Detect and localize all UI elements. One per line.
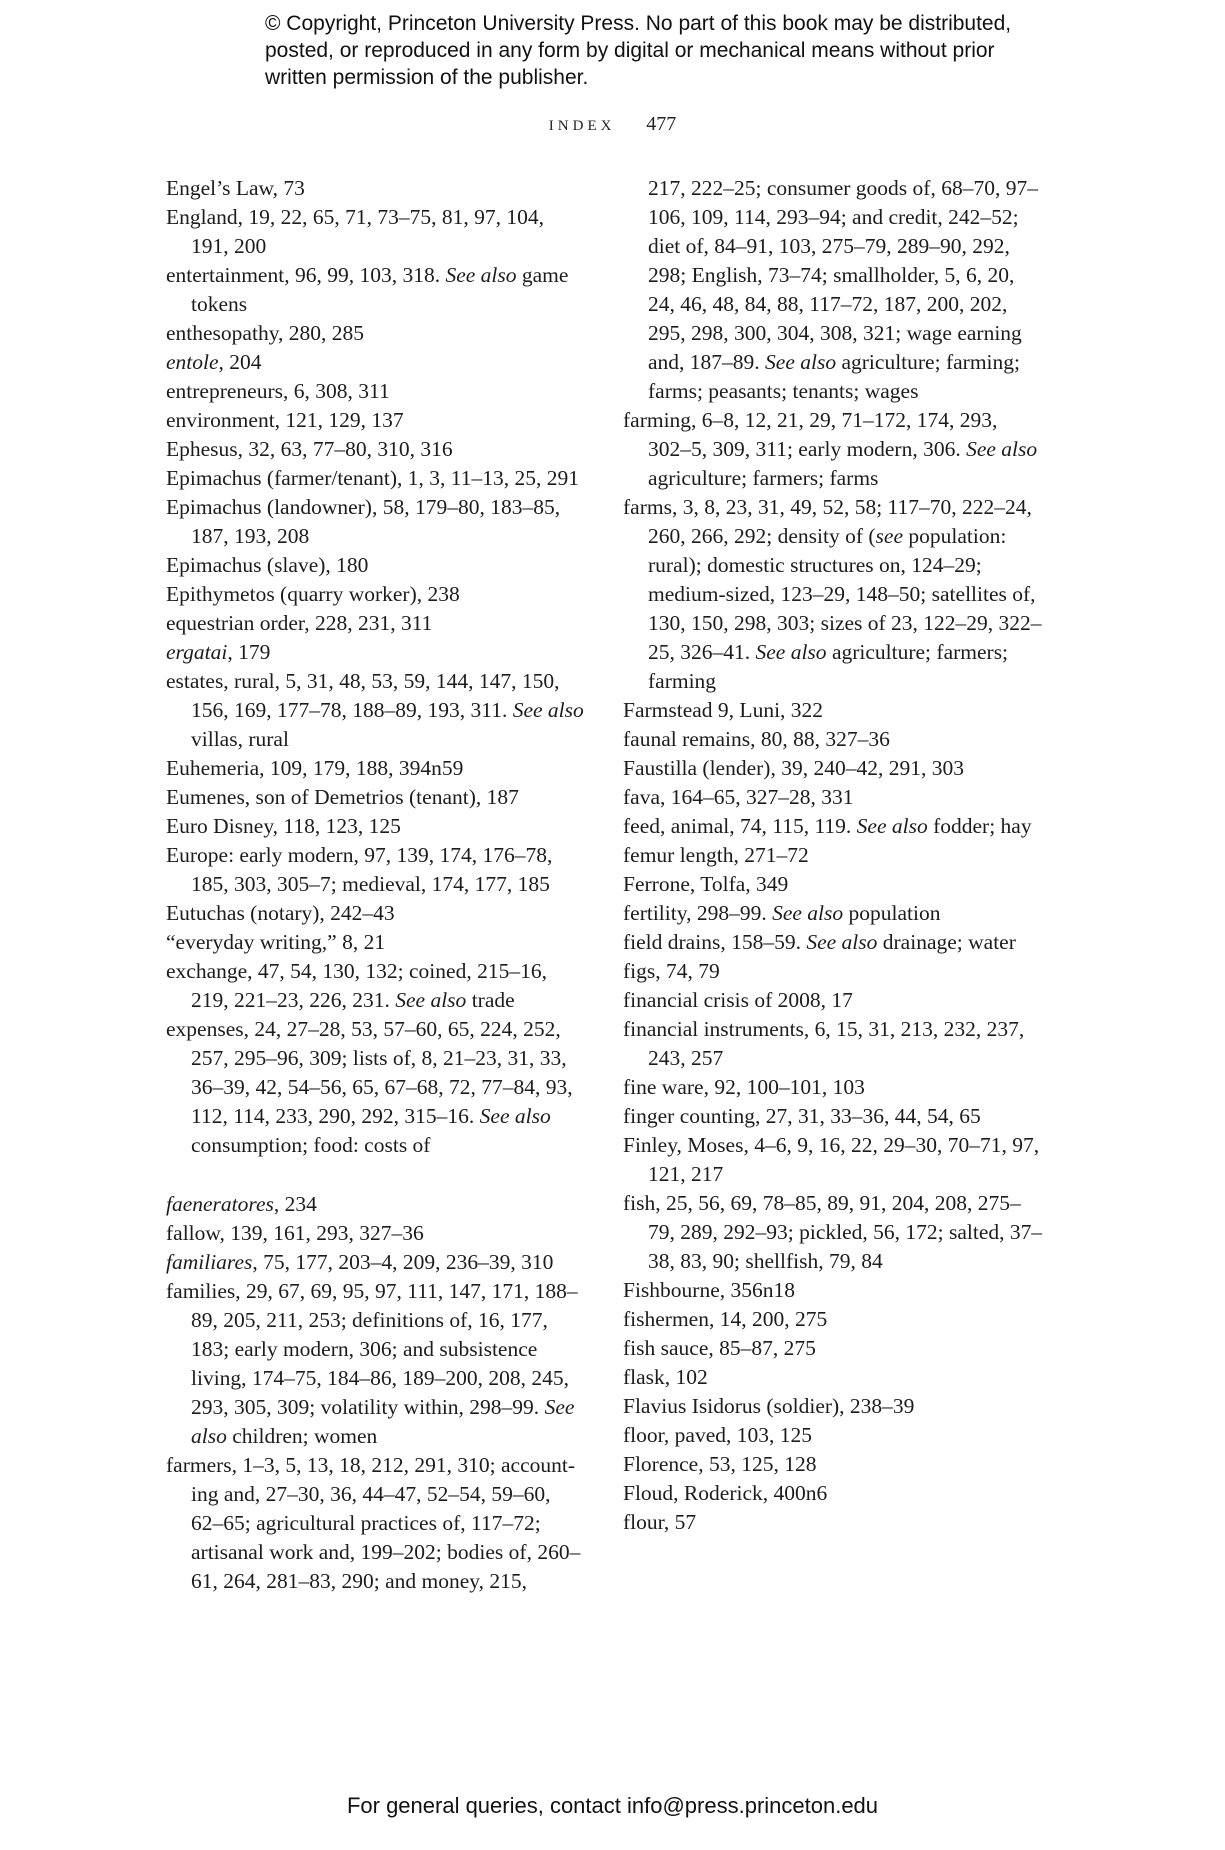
entry-text: environment, 121, 129, 137 — [166, 408, 404, 432]
page-number: 477 — [646, 113, 677, 135]
index-entry — [623, 725, 1043, 754]
index-entry — [623, 1073, 1043, 1102]
index-entry — [623, 754, 1043, 783]
entry-text: fava, 164–65, 327–28, 331 — [623, 785, 854, 809]
index-entry — [166, 1277, 586, 1451]
index-entry — [166, 1219, 586, 1248]
entry-text: Flavius Isidorus (soldier), 238–39 — [623, 1394, 915, 1418]
entry-text: enthesopathy, 280, 285 — [166, 321, 365, 345]
index-entry — [623, 1392, 1043, 1421]
entry-text: Eumenes, son of Demetrios (tenant), 187 — [166, 785, 519, 809]
entry-text: fodder; hay — [927, 814, 1032, 838]
index-entry — [623, 812, 1043, 841]
index-entry — [166, 1190, 586, 1219]
entry-text: Euhemeria, 109, 179, 188, 394n59 — [166, 756, 464, 780]
index-entry — [166, 435, 586, 464]
entry-text: , 204 — [218, 350, 262, 374]
footer-contact: For general queries, contact info@press.princeton.edu — [346, 1793, 879, 1818]
entry-italic-text: See also — [445, 263, 517, 287]
index-entry — [166, 609, 586, 638]
entry-text: farmers, 1–3, 5, 13, 18, 212, 291, 310; accounting and, 27–30, 36, 44–47, 52–54, 59–60, 62–65; agricultural practices of, 117–72; artisanal work and, 199–202; bodies of, 260–61, 264, 281–83, 290; and money, 215, — [166, 1453, 581, 1593]
entry-text: exchange, 47, 54, 130, 132; coined, 215–16, 219, 221–23, 226, 231. — [166, 959, 547, 1012]
entry-text: feed, animal, 74, 115, 119. — [623, 814, 857, 838]
entry-italic-text: See also — [765, 350, 837, 374]
index-entry — [623, 1102, 1043, 1131]
index-entry — [166, 638, 586, 667]
entry-text: Epimachus (slave), 180 — [166, 553, 369, 577]
entry-italic-text: entole — [166, 350, 219, 374]
index-entry — [623, 1508, 1043, 1537]
entry-text: estates, rural, 5, 31, 48, 53, 59, 144, 147, 150, 156, 169, 177–78, 188–89, 193, 311. — [166, 669, 560, 722]
entry-text: villas, rural — [191, 727, 289, 751]
index-entry — [623, 899, 1043, 928]
entry-text: game tokens — [191, 263, 569, 316]
entry-italic-text: See also — [755, 640, 827, 664]
entry-text: fallow, 139, 161, 293, 327–36 — [166, 1221, 424, 1245]
index-entry — [623, 1131, 1043, 1189]
index-entry — [166, 203, 586, 261]
entry-text: Europe: early modern, 97, 139, 174, 176–78, 185, 303, 305–7; medieval, 174, 177, 185 — [166, 843, 553, 896]
index-column-left — [166, 174, 586, 1596]
index-entry — [166, 754, 586, 783]
index-entry — [166, 899, 586, 928]
entry-text: agriculture; farmers; farming — [648, 640, 1009, 693]
entry-text: floor, paved, 103, 125 — [623, 1423, 813, 1447]
entry-text: Florence, 53, 125, 128 — [623, 1452, 817, 1476]
entry-italic-text: familiares — [166, 1250, 253, 1274]
entry-italic-text: See also — [772, 901, 844, 925]
entry-text: Epithymetos (quarry worker), 238 — [166, 582, 460, 606]
index-entry — [623, 870, 1043, 899]
index-entry — [166, 928, 586, 957]
entry-italic-text: See also — [856, 814, 928, 838]
section-title: INDEX — [548, 118, 616, 134]
index-entry — [166, 1248, 586, 1277]
index-entry — [623, 1450, 1043, 1479]
index-entry — [623, 986, 1043, 1015]
entry-text: Fishbourne, 356n18 — [623, 1278, 795, 1302]
index-entry — [623, 1189, 1043, 1276]
index-entry — [166, 841, 586, 899]
index-entry — [623, 696, 1043, 725]
entry-text: children; women — [226, 1424, 378, 1448]
entry-text: flour, 57 — [623, 1510, 697, 1534]
entry-text: population: rural); domestic structures on, 124–29; medium-sized, 123–29, 148–50; satellites of, 130, 150, 298, 303; sizes of 23, 122–29, 322–25, 326–41. — [648, 524, 1042, 664]
entry-text: farms, 3, 8, 23, 31, 49, 52, 58; 117–70, 222–24, 260, 266, 292; density of ( — [623, 495, 1032, 548]
index-entry — [623, 1363, 1043, 1392]
index-entry — [623, 1421, 1043, 1450]
entry-italic-text: ergatai — [166, 640, 228, 664]
entry-text: Eutuchas (notary), 242–43 — [166, 901, 395, 925]
entry-text: fertility, 298–99. — [623, 901, 773, 925]
entry-text: England, 19, 22, 65, 71, 73–75, 81, 97, 104, 191, 200 — [166, 205, 545, 258]
entry-text: expenses, 24, 27–28, 53, 57–60, 65, 224, 252, 257, 295–96, 309; lists of, 8, 21–23, 31, 33, 36–39, 42, 54–56, 65, 67–68, 72, 77–84, 93, 112, 114, 233, 290, 292, 315–16. — [166, 1017, 573, 1128]
entry-text: Engel’s Law, 73 — [166, 176, 305, 200]
index-entry — [166, 812, 586, 841]
entry-text: figs, 74, 79 — [623, 959, 720, 983]
index-entry — [166, 667, 586, 754]
index-entry — [166, 348, 586, 377]
index-entry — [623, 1015, 1043, 1073]
index-entry — [623, 783, 1043, 812]
index-entry — [623, 1305, 1043, 1334]
index-entry — [166, 406, 586, 435]
entry-text: families, 29, 67, 69, 95, 97, 111, 147, 171, 188–89, 205, 211, 253; definitions of, 16, 177, 183; early modern, 306; and subsistence living, 174–75, 184–86, 189–200, 208, 245, 293, 305, 309; volatility within, 298–99. — [166, 1279, 578, 1419]
entry-italic-text: See also — [806, 930, 878, 954]
entry-text: , 179 — [227, 640, 271, 664]
entry-italic-text: See also — [512, 698, 584, 722]
entry-italic-text: See also — [395, 988, 467, 1012]
entry-text: trade — [466, 988, 515, 1012]
index-entry — [166, 319, 586, 348]
entry-text: femur length, 271–72 — [623, 843, 809, 867]
index-entry — [623, 841, 1043, 870]
index-entry — [623, 493, 1043, 696]
index-entry — [166, 493, 586, 551]
index-column-right — [623, 174, 1043, 1537]
index-entry — [166, 957, 586, 1015]
entry-text: Ephesus, 32, 63, 77–80, 310, 316 — [166, 437, 453, 461]
letter-section-gap — [166, 1160, 586, 1190]
entry-text: financial instruments, 6, 15, 31, 213, 232, 237, 243, 257 — [623, 1017, 1025, 1070]
index-entry — [166, 783, 586, 812]
entry-text: , 234 — [273, 1192, 317, 1216]
index-entry — [166, 261, 586, 319]
index-entry — [623, 1276, 1043, 1305]
index-entry — [166, 464, 586, 493]
entry-text: Ferrone, Tolfa, 349 — [623, 872, 789, 896]
entry-text: Farmstead 9, Luni, 322 — [623, 698, 824, 722]
index-entry — [623, 1334, 1043, 1363]
entry-italic-text: See also — [479, 1104, 551, 1128]
entry-text: Euro Disney, 118, 123, 125 — [166, 814, 401, 838]
entry-text: Faustilla (lender), 39, 240–42, 291, 303 — [623, 756, 964, 780]
entry-text: entertainment, 96, 99, 103, 318. — [166, 263, 446, 287]
index-entry — [623, 957, 1043, 986]
entry-text: agriculture; farmers; farms — [648, 466, 879, 490]
entry-text: Floud, Roderick, 400n6 — [623, 1481, 828, 1505]
index-entry — [166, 580, 586, 609]
entry-italic-text: faeneratores — [166, 1192, 274, 1216]
entry-text: farming, 6–8, 12, 21, 29, 71–172, 174, 293, 302–5, 309, 311; early modern, 306. — [623, 408, 998, 461]
entry-text: finger counting, 27, 31, 33–36, 44, 54, 65 — [623, 1104, 981, 1128]
entry-text: fishermen, 14, 200, 275 — [623, 1307, 828, 1331]
entry-italic-text: see — [875, 524, 903, 548]
entry-text: 217, 222–25; consumer goods of, 68–70, 97–106, 109, 114, 293–94; and credit, 242–52; diet of, 84–91, 103, 275–79, 289–90, 292, 298; English, 73–74; smallholder, 5, 6, 20, 24, 46, 48, 84, 88, 117–72, 187, 200, 202, 295, 298, 300, 304, 308, 321; wage earning and, 187–89. — [648, 176, 1038, 374]
index-entry — [166, 551, 586, 580]
entry-text: fine ware, 92, 100–101, 103 — [623, 1075, 865, 1099]
entry-text: Finley, Moses, 4–6, 9, 16, 22, 29–30, 70–71, 97, 121, 217 — [623, 1133, 1040, 1186]
entry-text: financial crisis of 2008, 17 — [623, 988, 853, 1012]
entry-text: fish, 25, 56, 69, 78–85, 89, 91, 204, 208, 275–79, 289, 292–93; pickled, 56, 172; salted, 37–38, 83, 90; shellfish, 79, 84 — [623, 1191, 1043, 1273]
running-head — [0, 113, 1225, 136]
entry-italic-text: See also — [966, 437, 1038, 461]
entry-text: population — [843, 901, 941, 925]
index-entry — [623, 406, 1043, 493]
entry-text: equestrian order, 228, 231, 311 — [166, 611, 433, 635]
entry-italic-text: See also — [191, 1395, 575, 1448]
entry-text: Epimachus (landowner), 58, 179–80, 183–85, 187, 193, 208 — [166, 495, 561, 548]
entry-text: fish sauce, 85–87, 275 — [623, 1336, 816, 1360]
entry-text: faunal remains, 80, 88, 327–36 — [623, 727, 890, 751]
index-entry — [166, 1451, 586, 1596]
entry-text: “everyday writing,” 8, 21 — [166, 930, 386, 954]
index-entry — [166, 377, 586, 406]
index-entry — [623, 1479, 1043, 1508]
index-entry — [623, 928, 1043, 957]
index-entry — [166, 174, 586, 203]
index-entry-continued — [623, 174, 1043, 406]
copyright-notice: © Copyright, Princeton University Press. No part of this book may be distributed, posted, or reproduced in any form by digital or mechanical means without prior written permission of the publisher. — [265, 12, 1012, 89]
index-entry — [166, 1015, 586, 1160]
entry-text: Epimachus (farmer/tenant), 1, 3, 11–13, 25, 291 — [166, 466, 579, 490]
entry-text: , 75, 177, 203–4, 209, 236–39, 310 — [252, 1250, 554, 1274]
entry-text: flask, 102 — [623, 1365, 708, 1389]
entry-text: entrepreneurs, 6, 308, 311 — [166, 379, 390, 403]
entry-text: drainage; water — [877, 930, 1016, 954]
entry-text: consumption; food: costs of — [191, 1133, 431, 1157]
entry-text: agriculture; farming; farms; peasants; tenants; wages — [648, 350, 1020, 403]
entry-text: field drains, 158–59. — [623, 930, 807, 954]
